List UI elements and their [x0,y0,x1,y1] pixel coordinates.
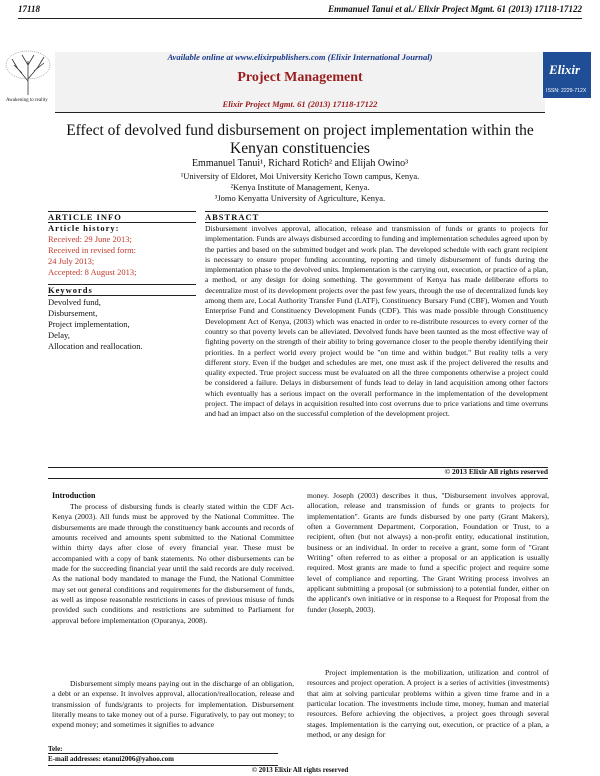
keyword: Delay, [48,330,70,340]
history-item: 24 July 2013; [48,256,95,266]
journal-citation: Elixir Project Mgmt. 61 (2013) 17118-17122 [222,99,378,109]
abstract-end-rule [48,478,548,479]
author-list: Emmanuel Tanui¹, Richard Rotich² and Elijah Owino³ [191,158,409,169]
abstract-copyright: © 2013 Elixir All rights reserved [444,467,548,476]
logo-issn: ISSN: 2229-712X [546,88,587,94]
history-list [48,234,137,278]
history-heading: Article history: [48,223,120,233]
journal-name: Project Management [237,70,363,85]
article-info-heading: ARTICLE INFO [48,212,122,222]
intro-right-paragraph-1: money. Joseph (2003) describes it thus, "Disbursement involves approval, allocation, release and transmission of funds or grants to projects for implementation". Grants are funds disbursed by one party (Grant Makers), often a Government Department, Corporation, Foundation or Trust, to a recipient, often (but not always) a non-profit entity, educational institution, business or an individual. In order to receive a grant, some form of "Grant Writing" often referred to as either a proposal or an application is usually required. Most grants are made to fund a specific project and require some level of compliance and reporting. The Grant Writing process involves an applicant submitting a proposal (or submission) to a potential funder, either on the applicant's own initiative or in response to a Request for Proposal from the funder (Joseph, 2003). [307,491,549,614]
logo-title: Elixir [549,62,581,77]
abstract-text: Disbursement involves approval, allocation, release and transmission of funds or grants to projects for implementation. Funds are always disbursed according to funding and implementation schedules agreed upon by the parties and based on the submitted budget and work plan. The developed schedule with each grant recipient is necessary to ensure proper funding accounting, reporting and timely disbursement of funds during the implementation phase to the devolved units. Implementation is the carrying out, execution, or practice of a plan, a method, or any design for doing something. The government of Kenya has made deliberate efforts to decentralize most of its development projects over the past few years, through the use of decentralized funds key among them are, Local Authority Transfer Fund (LATF), Constituency Bursary Fund (CBF), Women and Youth Enterprise Fund and Constituency Development Funds (CDF). This was made possible through Constituency Development Act of Kenya, (2003) which was enacted in order to re-distribute resources to every corner of the country so that poverty levels can be alleviated. Devolved funds have been taunted as the most effective way of fighting poverty on the strength of their ability to bring governance closer to the people thereby identifying their priorities. In a perfect world every project would be "on time and within budget." But reality tells a very different story. Even if the budget and schedules are met, one must ask if the project delivered the results and quality expected. True project success must be evaluated on all the three components otherwise a project could be considered a failure. Delays in disbursement of funds lead to delay in land acquisition among other factors which eventually has a serious impact on the overall performance in the implementation of the development project. The impact of delays in acquisition resulted into cost overruns due to price variations and time overruns and had an impact also on the successful completion of the development project. [205,224,548,419]
intro-right-paragraph-2: Project implementation is the mobilization, utilization and control of resources and project operation. A project is a series of activities (investments) that aim at solving particular problems within a given time frame and in a particular location. The investments include time, money, human and material resources. Before achieving the objectives, a project goes through several stages. Implementation is the carrying out, execution, or practice of a plan, a method, or any design for [307,668,549,740]
keyword: Project implementation, [48,319,130,329]
keyword: Disbursement, [48,308,98,318]
title-line-1: Effect of devolved fund disbursement on project implementation within the [66,122,534,139]
running-head: Emmanuel Tanui et al./ Elixir Project Mgmt. 61 (2013) 17118-17122 [328,4,582,14]
history-item: Accepted: 8 August 2013; [48,267,137,277]
online-availability: Available online at www.elixirpublishers.com (Elixir International Journal) [167,52,433,62]
footnote-rule [48,753,278,754]
intro-left-paragraph-1: The process of disbursing funds is clearly stated within the CDF Act- Kenya (2003). All funds must be approved by the National Committee. The disbursements are made through the constituency bank accounts and records of amounts received and amounts spent submitted to the National Committee within thirty days after close of every financial year. These must be accompanied with a copy of bank statements. No other disbursements can be made for the succeeding financial year until the said records are duly received. As the national body mandated to manage the Fund, the National Committee may set out general conditions and requirements for the disbursement of funds, as well as impose reasonable restrictions in cases of previous misuse of funds provided such conditions and restrictions are submitted to Parliament for approval before implementation (Opuranya, 2008). [52,502,294,625]
history-item: Received in revised form: [48,245,137,255]
keyword: Allocation and reallocation. [48,341,143,351]
footnote-email: E-mail addresses: etanui2006@yahoo.com [48,755,174,763]
keywords-heading: Keywords [48,285,93,295]
logo-caption: Awakening to reality [6,98,48,103]
page-number: 17118 [18,4,41,14]
abstract-rule [205,222,548,223]
keywords-underline [48,295,196,296]
intro-left-paragraph-2: Disbursement simply means paying out in the discharge of an obligation, a debt or an expense. It involves approval, allocation/reallocation, release and transmission of funds/grants to projects for implementation. Disbursement literally means to take money out of a purse. Figuratively, to pay out money; to expend money; and sometimes it signifies to advance [52,679,294,730]
affiliation-3: ³Jomo Kenyatta University of Agriculture, Kenya. [214,193,386,203]
introduction-heading: Introduction [52,491,96,500]
footnote-tele: Tele: [48,745,63,753]
elixir-logo-icon [543,52,591,98]
footer-copyright: © 2013 Elixir All rights reserved [251,766,349,774]
article-title [30,122,570,158]
header-rule [18,18,582,19]
affiliation-2: ²Kenya Institute of Management, Kenya. [230,182,370,192]
keywords-list [48,297,143,352]
banner-rule [55,112,545,113]
history-item: Received: 29 June 2013; [48,234,132,244]
title-line-2: Kenyan constituencies [230,140,370,157]
keyword: Devolved fund, [48,297,101,307]
affiliation-1: ¹University of Eldoret, Moi University Kericho Town campus, Kenya. [180,171,420,181]
abstract-heading: ABSTRACT [205,212,260,222]
